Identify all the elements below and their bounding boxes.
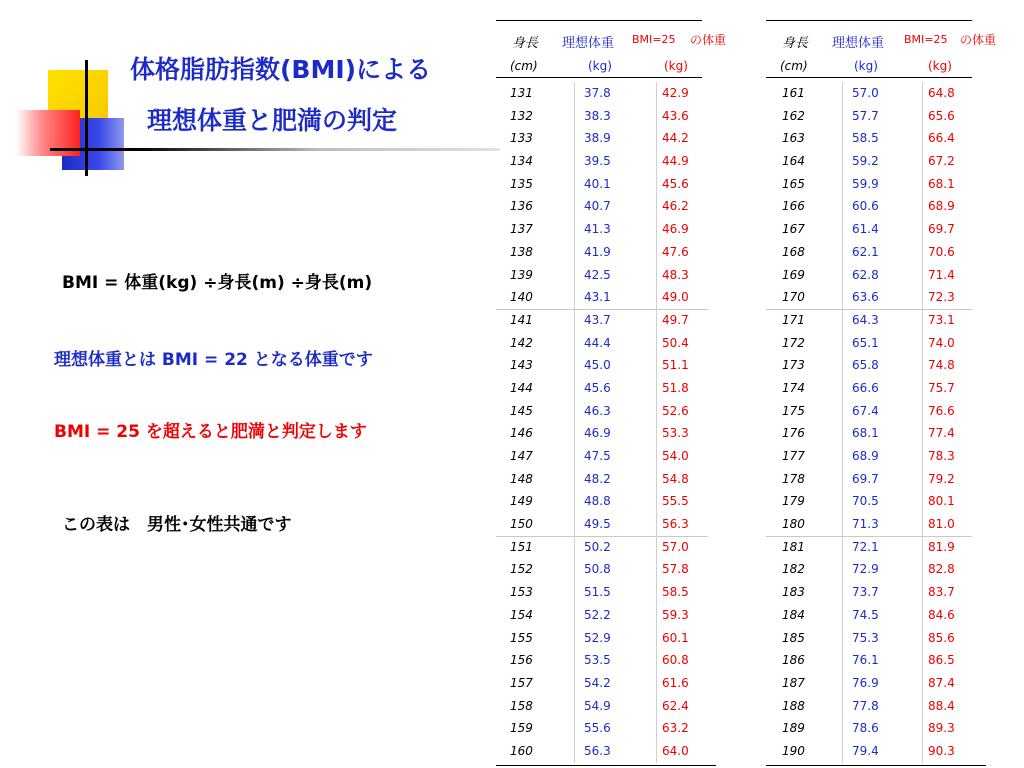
table-row (496, 354, 741, 377)
unit-kg-ideal: (kg) (854, 59, 878, 73)
cell-height: 155 (510, 630, 533, 645)
cell-bmi25-weight: 67.2 (928, 154, 955, 169)
cell-ideal-weight: 62.1 (852, 244, 879, 259)
cell-bmi25-weight: 54.8 (662, 471, 689, 486)
cell-ideal-weight: 45.6 (584, 380, 611, 395)
cell-ideal-weight: 79.4 (852, 743, 879, 758)
cell-ideal-weight: 72.9 (852, 562, 879, 577)
cell-ideal-weight: 74.5 (852, 607, 879, 622)
table-row (496, 82, 741, 105)
unit-kg-bmi: (kg) (928, 59, 952, 73)
page-title-line1: 体格脂肪指数(BMI)による (130, 55, 432, 84)
header-bmi25: BMI=25 (904, 33, 948, 46)
table-row (496, 717, 741, 740)
table-row (766, 627, 1002, 650)
cell-bmi25-weight: 74.0 (928, 335, 955, 350)
cell-bmi25-weight: 56.3 (662, 517, 689, 532)
cell-bmi25-weight: 63.2 (662, 721, 689, 736)
cell-height: 148 (510, 471, 533, 486)
table-row (496, 558, 741, 581)
cell-bmi25-weight: 81.9 (928, 539, 955, 554)
cell-ideal-weight: 59.2 (852, 154, 879, 169)
cell-bmi25-weight: 49.0 (662, 290, 689, 305)
table-row (766, 672, 1002, 695)
table-bottom-rule (766, 765, 986, 766)
cell-bmi25-weight: 46.2 (662, 199, 689, 214)
cell-height: 134 (510, 154, 533, 169)
cell-ideal-weight: 41.3 (584, 222, 611, 237)
table-row (766, 309, 1002, 332)
column-divider (574, 82, 575, 763)
cell-bmi25-weight: 44.2 (662, 131, 689, 146)
cell-bmi25-weight: 45.6 (662, 176, 689, 191)
cell-ideal-weight: 53.5 (584, 653, 611, 668)
header-height: 身長 (782, 36, 809, 51)
table-row (496, 377, 741, 400)
table-header (496, 21, 741, 73)
cell-height: 175 (782, 403, 805, 418)
cell-ideal-weight: 61.4 (852, 222, 879, 237)
cell-ideal-weight: 46.3 (584, 403, 611, 418)
cell-height: 145 (510, 403, 533, 418)
cell-bmi25-weight: 75.7 (928, 380, 955, 395)
cell-ideal-weight: 63.6 (852, 290, 879, 305)
cell-ideal-weight: 59.9 (852, 176, 879, 191)
cell-ideal-weight: 62.8 (852, 267, 879, 282)
table-row (496, 105, 741, 128)
table-row (496, 490, 741, 513)
cell-ideal-weight: 75.3 (852, 630, 879, 645)
cell-ideal-weight: 58.5 (852, 131, 879, 146)
cell-bmi25-weight: 90.3 (928, 743, 955, 758)
table-row (496, 445, 741, 468)
cell-height: 141 (510, 312, 533, 327)
table-row (766, 241, 1002, 264)
table-row (496, 286, 741, 309)
cell-ideal-weight: 44.4 (584, 335, 611, 350)
cell-bmi25-weight: 51.8 (662, 380, 689, 395)
cell-bmi25-weight: 87.4 (928, 675, 955, 690)
obesity-note: BMI = 25 を超えると肥満と判定します (54, 422, 367, 442)
cell-ideal-weight: 55.6 (584, 721, 611, 736)
cell-bmi25-weight: 89.3 (928, 721, 955, 736)
bmi-table-right (766, 20, 1002, 763)
cell-ideal-weight: 72.1 (852, 539, 879, 554)
cell-height: 186 (782, 653, 805, 668)
cell-height: 136 (510, 199, 533, 214)
cell-height: 142 (510, 335, 533, 350)
table-row (766, 150, 1002, 173)
cell-height: 168 (782, 244, 805, 259)
cell-bmi25-weight: 52.6 (662, 403, 689, 418)
column-divider (842, 82, 843, 763)
table-body (496, 82, 741, 763)
cell-ideal-weight: 43.1 (584, 290, 611, 305)
cell-height: 144 (510, 380, 533, 395)
cell-height: 159 (510, 721, 533, 736)
cell-bmi25-weight: 74.8 (928, 358, 955, 373)
cell-ideal-weight: 47.5 (584, 449, 611, 463)
cell-height: 190 (782, 743, 805, 758)
unit-kg-ideal: (kg) (588, 59, 612, 73)
cell-ideal-weight: 77.8 (852, 698, 879, 713)
cell-height: 156 (510, 653, 533, 668)
header-weight: の体重 (960, 33, 997, 47)
cell-height: 143 (510, 358, 533, 373)
cell-height: 188 (782, 698, 805, 713)
cell-height: 131 (510, 86, 533, 100)
cell-ideal-weight: 76.1 (852, 653, 879, 668)
header-bmi25: BMI=25 (632, 33, 676, 46)
table-row (766, 513, 1002, 536)
cell-ideal-weight: 67.4 (852, 403, 879, 418)
cell-ideal-weight: 50.8 (584, 562, 611, 577)
cell-bmi25-weight: 68.1 (928, 176, 955, 191)
cell-ideal-weight: 52.2 (584, 607, 611, 622)
table-row (496, 332, 741, 355)
cell-height: 162 (782, 108, 805, 123)
cell-ideal-weight: 46.9 (584, 426, 611, 441)
cell-height: 154 (510, 607, 533, 622)
cell-ideal-weight: 38.3 (584, 108, 611, 123)
cell-ideal-weight: 60.6 (852, 199, 879, 214)
cell-bmi25-weight: 71.4 (928, 267, 955, 282)
table-row (766, 354, 1002, 377)
cell-height: 166 (782, 199, 805, 214)
table-row (496, 150, 741, 173)
cell-ideal-weight: 40.7 (584, 199, 611, 214)
cell-bmi25-weight: 80.1 (928, 494, 955, 509)
cell-height: 182 (782, 562, 805, 577)
cell-ideal-weight: 43.7 (584, 312, 611, 327)
cell-height: 172 (782, 335, 805, 350)
table-row (766, 332, 1002, 355)
ideal-weight-note: 理想体重とは BMI = 22 となる体重です (54, 350, 373, 370)
table-row (496, 400, 741, 423)
column-divider (922, 82, 923, 763)
bmi-formula: BMI = 体重(kg) ÷身長(m) ÷身長(m) (62, 273, 373, 293)
table-row (496, 649, 741, 672)
table-body (766, 82, 1002, 763)
cell-height: 183 (782, 585, 805, 600)
table-row (766, 536, 1002, 559)
cell-ideal-weight: 65.1 (852, 335, 879, 350)
cell-ideal-weight: 54.2 (584, 675, 611, 690)
table-row (766, 581, 1002, 604)
cell-height: 133 (510, 131, 533, 146)
table-row (496, 604, 741, 627)
cell-height: 160 (510, 743, 533, 758)
cell-ideal-weight: 45.0 (584, 358, 611, 373)
cell-ideal-weight: 78.6 (852, 721, 879, 736)
cell-bmi25-weight: 64.8 (928, 86, 955, 100)
cell-height: 135 (510, 176, 533, 191)
cell-bmi25-weight: 42.9 (662, 86, 689, 100)
unit-cm: (cm) (510, 59, 538, 73)
header-ideal-weight: 理想体重 (562, 36, 615, 51)
table-row (766, 422, 1002, 445)
cell-bmi25-weight: 51.1 (662, 358, 689, 373)
cell-height: 180 (782, 517, 805, 532)
table-header-rule (766, 77, 972, 78)
cell-bmi25-weight: 59.3 (662, 607, 689, 622)
cell-height: 185 (782, 630, 805, 645)
cell-ideal-weight: 57.7 (852, 108, 879, 123)
cell-height: 178 (782, 471, 805, 486)
cell-bmi25-weight: 47.6 (662, 244, 689, 259)
cell-ideal-weight: 51.5 (584, 585, 611, 600)
cell-ideal-weight: 52.9 (584, 630, 611, 645)
cell-height: 187 (782, 675, 805, 690)
cell-bmi25-weight: 54.0 (662, 449, 689, 463)
cell-bmi25-weight: 49.7 (662, 312, 689, 327)
cell-bmi25-weight: 70.6 (928, 244, 955, 259)
table-row (496, 740, 741, 763)
table-row (766, 445, 1002, 468)
cell-bmi25-weight: 60.8 (662, 653, 689, 668)
cell-bmi25-weight: 44.9 (662, 154, 689, 169)
table-row (496, 468, 741, 491)
cell-ideal-weight: 64.3 (852, 312, 879, 327)
table-row (766, 490, 1002, 513)
page-title-line2: 理想体重と肥満の判定 (147, 106, 398, 135)
table-row (496, 241, 741, 264)
unit-kg-bmi: (kg) (664, 59, 688, 73)
table-row (766, 558, 1002, 581)
table-header-rule (496, 77, 702, 78)
cell-bmi25-weight: 65.6 (928, 108, 955, 123)
cell-bmi25-weight: 84.6 (928, 607, 955, 622)
cell-bmi25-weight: 76.6 (928, 403, 955, 418)
cell-ideal-weight: 76.9 (852, 675, 879, 690)
table-row (766, 286, 1002, 309)
cell-height: 170 (782, 290, 805, 305)
cell-ideal-weight: 70.5 (852, 494, 879, 509)
cell-ideal-weight: 66.6 (852, 380, 879, 395)
cell-height: 149 (510, 494, 533, 509)
cell-bmi25-weight: 66.4 (928, 131, 955, 146)
table-row (766, 218, 1002, 241)
table-row (496, 627, 741, 650)
cell-height: 161 (782, 86, 805, 100)
cell-bmi25-weight: 46.9 (662, 222, 689, 237)
table-header (766, 21, 1002, 73)
column-divider (656, 82, 657, 763)
cell-bmi25-weight: 57.0 (662, 539, 689, 554)
cell-bmi25-weight: 50.4 (662, 335, 689, 350)
table-bottom-rule (496, 765, 716, 766)
cell-height: 181 (782, 539, 805, 554)
cell-height: 173 (782, 358, 805, 373)
table-row (766, 740, 1002, 763)
cell-height: 138 (510, 244, 533, 259)
table-row (496, 695, 741, 718)
table-row (496, 218, 741, 241)
cell-ideal-weight: 37.8 (584, 86, 611, 100)
header-weight: の体重 (690, 33, 727, 47)
table-row (766, 604, 1002, 627)
header-ideal-weight: 理想体重 (832, 36, 885, 51)
cell-height: 164 (782, 154, 805, 169)
cell-height: 137 (510, 222, 533, 237)
cell-bmi25-weight: 72.3 (928, 290, 955, 305)
cell-height: 165 (782, 176, 805, 191)
cell-ideal-weight: 41.9 (584, 244, 611, 259)
table-row (766, 195, 1002, 218)
cell-height: 147 (510, 449, 533, 463)
header-height: 身長 (512, 36, 539, 51)
cell-ideal-weight: 48.2 (584, 471, 611, 486)
cell-bmi25-weight: 60.1 (662, 630, 689, 645)
cell-bmi25-weight: 64.0 (662, 743, 689, 758)
cell-bmi25-weight: 58.5 (662, 585, 689, 600)
cell-ideal-weight: 38.9 (584, 131, 611, 146)
table-row (766, 468, 1002, 491)
cell-bmi25-weight: 83.7 (928, 585, 955, 600)
table-row (766, 105, 1002, 128)
table-row (766, 695, 1002, 718)
cell-ideal-weight: 40.1 (584, 176, 611, 191)
cell-bmi25-weight: 57.8 (662, 562, 689, 577)
table-row (496, 581, 741, 604)
table-row (496, 536, 741, 559)
cell-bmi25-weight: 78.3 (928, 449, 955, 463)
cell-bmi25-weight: 82.8 (928, 562, 955, 577)
cell-ideal-weight: 56.3 (584, 743, 611, 758)
cell-height: 157 (510, 675, 533, 690)
cell-height: 184 (782, 607, 805, 622)
cell-bmi25-weight: 73.1 (928, 312, 955, 327)
table-row (766, 173, 1002, 196)
cell-bmi25-weight: 86.5 (928, 653, 955, 668)
cell-ideal-weight: 69.7 (852, 471, 879, 486)
table-row (766, 377, 1002, 400)
unit-cm: (cm) (780, 59, 808, 73)
table-row (496, 309, 741, 332)
cell-height: 179 (782, 494, 805, 509)
cell-bmi25-weight: 43.6 (662, 108, 689, 123)
cell-ideal-weight: 42.5 (584, 267, 611, 282)
table-row (766, 82, 1002, 105)
cell-ideal-weight: 71.3 (852, 517, 879, 532)
cell-bmi25-weight: 55.5 (662, 494, 689, 509)
cell-bmi25-weight: 85.6 (928, 630, 955, 645)
cell-ideal-weight: 73.7 (852, 585, 879, 600)
cell-bmi25-weight: 61.6 (662, 675, 689, 690)
cell-bmi25-weight: 53.3 (662, 426, 689, 441)
cell-bmi25-weight: 81.0 (928, 517, 955, 532)
cell-height: 177 (782, 449, 805, 463)
cell-bmi25-weight: 68.9 (928, 199, 955, 214)
cell-ideal-weight: 65.8 (852, 358, 879, 373)
cell-bmi25-weight: 62.4 (662, 698, 689, 713)
cell-height: 158 (510, 698, 533, 713)
cell-bmi25-weight: 79.2 (928, 471, 955, 486)
cell-ideal-weight: 50.2 (584, 539, 611, 554)
cell-bmi25-weight: 48.3 (662, 267, 689, 282)
table-row (496, 422, 741, 445)
cell-bmi25-weight: 69.7 (928, 222, 955, 237)
cell-height: 153 (510, 585, 533, 600)
table-row (496, 173, 741, 196)
cell-height: 146 (510, 426, 533, 441)
table-row (766, 264, 1002, 287)
cell-bmi25-weight: 77.4 (928, 426, 955, 441)
table-row (766, 400, 1002, 423)
bmi-table-left (496, 20, 741, 763)
cell-ideal-weight: 57.0 (852, 86, 879, 100)
cell-height: 152 (510, 562, 533, 577)
cell-ideal-weight: 68.9 (852, 449, 879, 463)
table-row (496, 195, 741, 218)
decor-vertical-line (85, 60, 88, 176)
table-row (766, 717, 1002, 740)
cell-height: 176 (782, 426, 805, 441)
cell-height: 189 (782, 721, 805, 736)
cell-ideal-weight: 39.5 (584, 154, 611, 169)
cell-height: 163 (782, 131, 805, 146)
cell-height: 140 (510, 290, 533, 305)
cell-height: 151 (510, 539, 533, 554)
table-row (496, 127, 741, 150)
table-row (496, 672, 741, 695)
cell-height: 167 (782, 222, 805, 237)
table-row (496, 513, 741, 536)
table-row (496, 264, 741, 287)
table-row (766, 649, 1002, 672)
decor-horizontal-line (50, 148, 500, 151)
unisex-note: この表は 男性･女性共通です (62, 515, 292, 535)
cell-bmi25-weight: 88.4 (928, 698, 955, 713)
cell-height: 174 (782, 380, 805, 395)
cell-ideal-weight: 54.9 (584, 698, 611, 713)
cell-ideal-weight: 68.1 (852, 426, 879, 441)
table-row (766, 127, 1002, 150)
cell-height: 132 (510, 108, 533, 123)
cell-height: 171 (782, 312, 805, 327)
cell-height: 139 (510, 267, 533, 282)
cell-ideal-weight: 49.5 (584, 517, 611, 532)
cell-ideal-weight: 48.8 (584, 494, 611, 509)
cell-height: 169 (782, 267, 805, 282)
cell-height: 150 (510, 517, 533, 532)
